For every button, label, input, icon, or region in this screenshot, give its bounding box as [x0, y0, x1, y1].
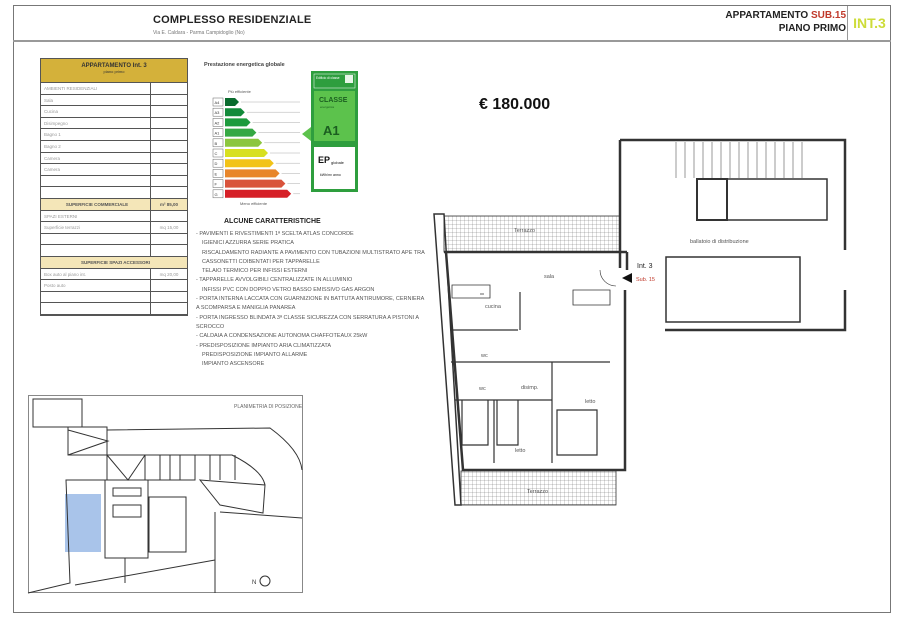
section-title: SUPERFICIE SPAZI ACCESSORI — [80, 259, 150, 265]
sub-label: Sub. 15 — [636, 277, 655, 283]
energy-top-label: Più efficiente — [228, 89, 251, 94]
energy-class-text: A3 — [214, 110, 220, 116]
room-wc-1: wc — [481, 353, 488, 359]
energy-bar-b — [225, 139, 262, 147]
energy-bar-a3 — [225, 108, 245, 116]
apartment-highlight — [65, 494, 101, 552]
row-label: SUPERFICIE COMMERCIALE — [41, 199, 151, 210]
characteristic-item: RISCALDAMENTO RADIANTE A PAVIMENTO CON TUBAZIONI MULTISTRATO APE TRA — [202, 249, 425, 256]
floor-label: PIANO PRIMO — [778, 23, 846, 34]
room-letto-1: letto — [585, 399, 596, 405]
table-subtitle: piano primo — [103, 69, 125, 74]
room-cucina: cucina — [485, 304, 501, 310]
terrace-bottom — [461, 471, 616, 505]
energy-bar-a1 — [225, 129, 256, 137]
characteristic-item: - PORTA INTERNA LACCATA CON GUARNIZIONE IN BATTUTA ANTIRUMORE, CERNIERA A SCOMPARSA E MANIGLIA PANAREA — [196, 295, 428, 314]
row-label: Posto auto — [41, 280, 151, 291]
ep-sub: globale — [331, 160, 344, 165]
ballatoio-label: ballatoio di distribuzione — [690, 239, 749, 245]
ep-label: EP — [318, 155, 331, 165]
energy-bar-d — [225, 159, 274, 167]
floor-plan — [434, 140, 845, 505]
energy-class-sub: energetica — [320, 105, 335, 109]
row-label: Bagno 1 — [41, 129, 151, 140]
energy-box-head: Edificio di classe — [316, 76, 340, 80]
energy-class-text: D — [214, 161, 218, 167]
characteristic-item: - TAPPARELLE AVVOLGIBILI CENTRALIZZATE IN ALLUMINIO — [196, 276, 428, 285]
characteristics-title: ALCUNE CARATTERISTICHE — [224, 218, 321, 225]
characteristic-item: TELAIO TERMICO PER INFISSI ESTERNI — [202, 268, 308, 275]
characteristic-item: IGIENICI AZZURRA SERIE PRATICA — [202, 240, 294, 247]
characteristic-item: CASSONETTI COIBENTATI PER TAPPARELLE — [202, 258, 320, 265]
characteristic-item: - PAVIMENTI E RIVESTIMENTI 1ª SCELTA ATLAS CONCORDE — [196, 230, 428, 239]
int-badge: INT.3 — [847, 6, 891, 40]
energy-class-text: E — [214, 171, 218, 177]
energy-bar-f — [225, 180, 285, 188]
energy-bar-a2 — [225, 118, 251, 126]
row-label: Superficie terrazzi — [41, 222, 151, 233]
energy-bar-c — [225, 149, 268, 157]
site-plan-title: PLANIMETRIA DI POSIZIONE — [234, 404, 303, 410]
room-sala: sala — [544, 274, 555, 280]
energy-title: Prestazione energetica globale — [204, 62, 285, 68]
energy-label — [213, 71, 358, 206]
room-wc-2: wc — [479, 386, 486, 392]
row-label: Cucina — [41, 106, 151, 117]
characteristic-item: - PREDISPOSIZIONE IMPIANTO ARIA CLIMATIZZATA — [196, 342, 428, 351]
price: € 180.000 — [479, 96, 551, 113]
row-label: AMBIENTI RESIDENZIALI — [41, 83, 151, 94]
int-label: Int. 3 — [637, 263, 653, 270]
energy-class-text: F — [214, 181, 217, 187]
row-label: Bagno 2 — [41, 141, 151, 152]
energy-class-text: G — [214, 191, 218, 197]
project-title: COMPLESSO RESIDENZIALE — [153, 14, 312, 26]
energy-bar-e — [225, 169, 280, 177]
terrace-bottom-label: Terrazzo — [527, 489, 549, 495]
row-value: mq 20,00 — [159, 271, 179, 277]
row-label: SPAZI ESTERNI — [41, 211, 151, 222]
room-disimpegno: disimp. — [521, 385, 539, 391]
room-letto-2: letto — [515, 448, 526, 454]
energy-class: A1 — [323, 123, 340, 138]
site-plan-drawing — [28, 399, 302, 593]
energy-class-text: A1 — [214, 130, 220, 136]
energy-class-text: A4 — [214, 100, 220, 105]
energy-bar-a4 — [225, 98, 239, 106]
row-value: mq 15,00 — [159, 225, 179, 231]
terrace-top-label: Terrazzo — [514, 228, 536, 234]
characteristic-item: INFISSI PVC CON DOPPIO VETRO BASSO EMISSIVO GAS ARGON — [202, 286, 375, 293]
row-label: Sala — [41, 95, 151, 106]
energy-class-text: A2 — [214, 120, 220, 126]
energy-class-text: C — [214, 151, 218, 156]
energy-bar-g — [225, 190, 291, 198]
energy-class-label: CLASSE — [319, 97, 348, 104]
energy-class-text: B — [214, 140, 218, 146]
row-label: Disimpegno — [41, 118, 151, 129]
characteristic-item: - CALDAIA A CONDENSAZIONE AUTONOMA CHAFFOTEAUX 25kW — [196, 332, 428, 341]
characteristic-item: - PORTA INGRESSO BLINDATA 3ª CLASSE SICUREZZA CON SERRATURA A PISTONI A SCROCCO — [196, 314, 428, 333]
project-address: Via E. Caldara - Parma Campidoglio (No) — [153, 30, 245, 36]
north-label: N — [252, 580, 257, 586]
apartment-label: APPARTAMENTO — [725, 10, 809, 21]
terrace-top — [444, 216, 620, 252]
row-label: Camera — [41, 153, 151, 164]
table-title: APPARTAMENTO Int. 3 — [81, 63, 147, 69]
row-label: Camera — [41, 164, 151, 175]
row-label: Box auto al piano int. — [41, 269, 151, 280]
energy-bottom-label: Meno efficiente — [240, 201, 268, 206]
characteristic-item: PREDISPOSIZIONE IMPIANTO ALLARME — [202, 351, 308, 358]
row-value: m² 85,00 — [159, 201, 178, 207]
sub-number: SUB.15 — [810, 10, 846, 21]
characteristic-item: IMPIANTO ASCENSORE — [202, 361, 265, 368]
ep-value: kWh/m² anno — [320, 173, 341, 177]
